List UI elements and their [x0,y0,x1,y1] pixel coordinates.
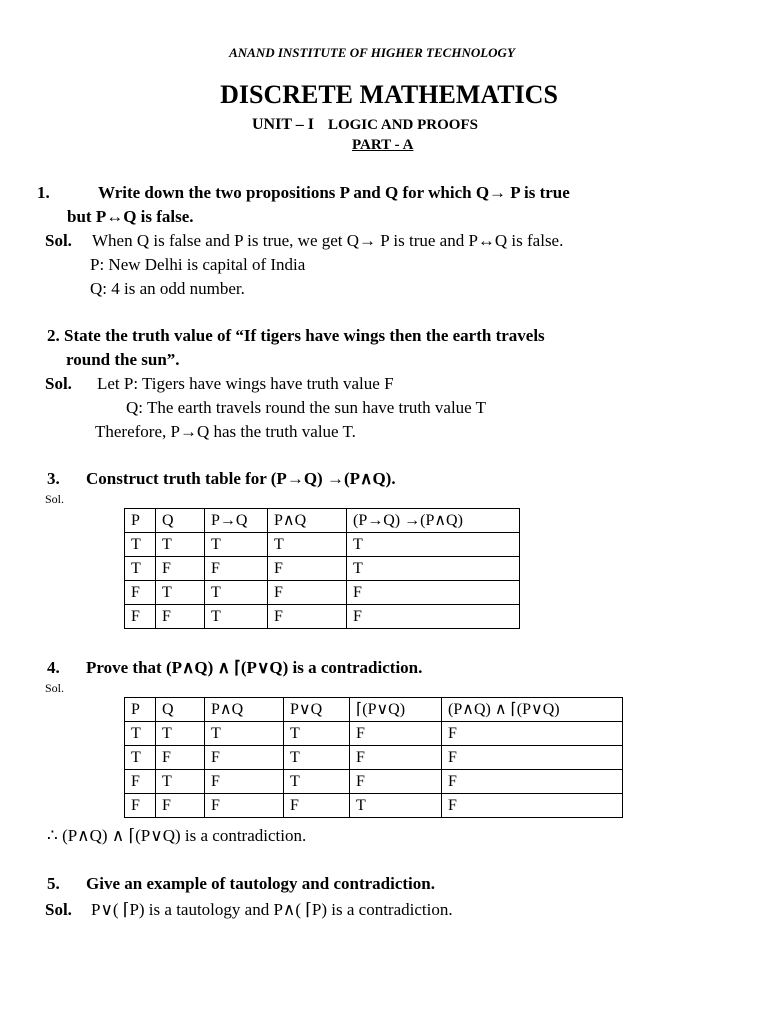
table-cell: T [125,533,156,557]
q3-number: 3. [47,469,60,488]
table-cell: F [350,770,442,794]
q5-question: Give an example of tautology and contradiction. [86,874,435,893]
table-header-cell: P∨Q [284,698,350,722]
table-cell: T [284,770,350,794]
table-cell: T [156,533,205,557]
table-cell: T [347,557,520,581]
table-header-cell: P→Q [205,509,268,533]
table-cell: F [205,746,284,770]
q4-conclusion: ∴ (P∧Q) ∧ ⌈(P∨Q) is a contradiction. [47,826,307,845]
table-row [125,794,623,818]
table-row [125,746,623,770]
table-header-cell: P∧Q [268,509,347,533]
table-header-cell: P [125,698,156,722]
q2-solution-line1: Let P: Tigers have wings have truth value F [97,374,394,393]
document-title: DISCRETE MATHEMATICS [220,80,558,109]
table-cell: F [347,581,520,605]
table-row [125,605,520,629]
q1-solution-line1: When Q is false and P is true, we get Q→ P is true and P↔Q is false. [92,231,564,250]
institute-name: ANAND INSTITUTE OF HIGHER TECHNOLOGY [229,45,515,60]
table-cell: T [268,533,347,557]
table-cell: T [205,605,268,629]
table-cell: F [156,605,205,629]
table-cell: F [442,722,623,746]
table-cell: F [125,581,156,605]
table-cell: F [350,722,442,746]
table-header-cell: Q [156,698,205,722]
q3-question: Construct truth table for (P→Q) →(P∧Q). [86,469,396,488]
table-header-cell: ⌈(P∨Q) [350,698,442,722]
table-cell: F [442,794,623,818]
table-cell: T [125,557,156,581]
q4-number: 4. [47,658,60,677]
table-header-row [125,509,520,533]
q4-sol-label: Sol. [45,681,65,695]
q1-question-line2: but P↔Q is false. [67,207,194,226]
unit-heading [252,116,478,134]
table-cell: F [442,746,623,770]
q1-solution-line2: P: New Delhi is capital of India [90,255,306,274]
q1-number: 1. [37,183,50,202]
table-cell: F [205,557,268,581]
table-cell: F [347,605,520,629]
table-cell: T [350,794,442,818]
table-row [125,770,623,794]
table-cell: T [205,722,284,746]
table-cell: T [205,533,268,557]
q1-solution-line3: Q: 4 is an odd number. [90,279,245,298]
q5-sol-label: Sol. [45,900,72,919]
table-header-cell: P∧Q [205,698,284,722]
q2-sol-label: Sol. [45,374,72,393]
table-cell: T [347,533,520,557]
q4-question: Prove that (P∧Q) ∧ ⌈(P∨Q) is a contradiction. [86,658,423,677]
table-header-cell: (P→Q) →(P∧Q) [347,509,520,533]
unit-number: UNIT – I [252,116,314,133]
table-cell: F [156,794,205,818]
table-cell: F [156,557,205,581]
table-cell: F [268,581,347,605]
table-cell: F [205,794,284,818]
table-cell: F [205,770,284,794]
table-header-cell: (P∧Q) ∧ ⌈(P∨Q) [442,698,623,722]
table-cell: F [284,794,350,818]
table-cell: T [156,581,205,605]
table-cell: T [156,722,205,746]
q2-question-line1: 2. State the truth value of “If tigers have wings then the earth travels [47,326,545,345]
table-cell: F [125,605,156,629]
table-cell: F [268,557,347,581]
q1-question-line1: Write down the two propositions P and Q for which Q→ P is true [98,183,570,202]
table-header-cell: P [125,509,156,533]
table-cell: T [205,581,268,605]
table-cell: F [350,746,442,770]
q4-truth-table [124,697,623,818]
q2-solution-line3: Therefore, P→Q has the truth value T. [95,422,356,441]
q5-solution: P∨( ⌈P) is a tautology and P∧( ⌈P) is a contradiction. [91,900,453,919]
table-cell: T [284,746,350,770]
q2-solution-line2: Q: The earth travels round the sun have truth value T [126,398,487,417]
table-cell: F [156,746,205,770]
q3-sol-label: Sol. [45,492,65,506]
table-header-cell: Q [156,509,205,533]
table-cell: F [268,605,347,629]
part-heading: PART - A [352,137,414,153]
q3-truth-table [124,508,520,629]
q5-number: 5. [47,874,60,893]
table-header-row [125,698,623,722]
table-row [125,557,520,581]
table-cell: F [442,770,623,794]
q1-sol-label: Sol. [45,231,72,250]
table-cell: T [125,722,156,746]
unit-topic: LOGIC AND PROOFS [327,117,478,133]
table-cell: T [125,746,156,770]
table-cell: T [156,770,205,794]
table-row [125,722,623,746]
table-cell: F [125,770,156,794]
q2-question-line2: round the sun”. [66,350,180,369]
table-cell: F [125,794,156,818]
table-row [125,581,520,605]
table-cell: T [284,722,350,746]
table-row [125,533,520,557]
